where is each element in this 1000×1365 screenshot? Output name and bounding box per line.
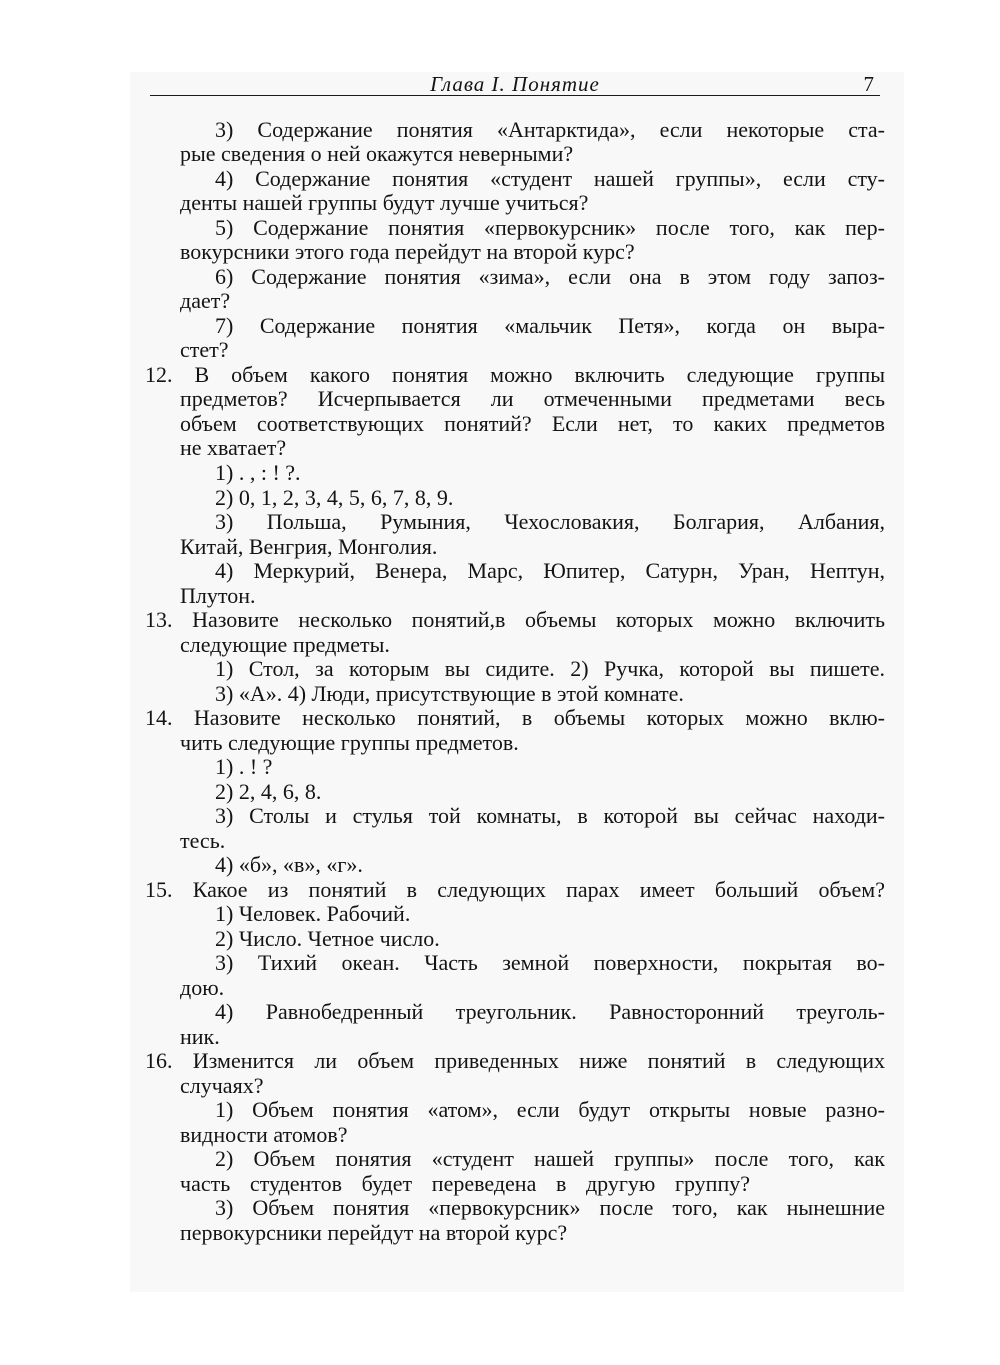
text-line: 4) Равнобедренный треугольник. Равносторонний треуголь- xyxy=(215,999,885,1024)
text-line: следующие предметы. xyxy=(180,632,390,657)
text-line: 2) Число. Четное число. xyxy=(215,926,440,951)
text-line: 12. В объем какого понятия можно включить следующие группы xyxy=(145,362,885,387)
running-header xyxy=(150,72,880,100)
text-line: 16. Изменится ли объем приведенных ниже понятий в следующих xyxy=(145,1048,885,1073)
text-line: рые сведения о ней окажутся неверными? xyxy=(180,141,574,166)
text-line: Плутон. xyxy=(180,583,256,608)
text-line: 13. Назовите несколько понятий,в объемы которых можно включить xyxy=(145,607,885,632)
text-line: 1) Человек. Рабочий. xyxy=(215,901,411,926)
text-line: 1) Объем понятия «атом», если будут открыты новые разно- xyxy=(215,1097,885,1122)
text-line: 3) Столы и стулья той комнаты, в которой вы сейчас находи- xyxy=(215,803,885,828)
text-line: денты нашей группы будут лучше учиться? xyxy=(180,190,589,215)
text-line: объем соответствующих понятий? Если нет, то каких предметов xyxy=(180,411,885,436)
text-line: 3) Содержание понятия «Антарктида», если некоторые ста- xyxy=(215,117,885,142)
text-line: 3) Тихий океан. Часть земной поверхности, покрытая во- xyxy=(215,950,885,975)
text-line: вокурсники этого года перейдут на второй курс? xyxy=(180,239,635,264)
text-line: видности атомов? xyxy=(180,1122,348,1147)
text-line: ник. xyxy=(180,1024,220,1049)
text-line: 2) 2, 4, 6, 8. xyxy=(215,779,322,804)
text-line: 1) . , : ! ?. xyxy=(215,460,301,485)
chapter-title: Глава I. Понятие xyxy=(430,72,600,96)
text-line: 3) Польша, Румыния, Чехословакия, Болгария, Албания, xyxy=(215,509,885,534)
text-line: случаях? xyxy=(180,1073,264,1098)
page-number: 7 xyxy=(863,72,874,96)
text-line: часть студентов будет переведена в другую группу? xyxy=(180,1171,750,1196)
text-line: 2) 0, 1, 2, 3, 4, 5, 6, 7, 8, 9. xyxy=(215,485,454,510)
text-line: 5) Содержание понятия «первокурсник» после того, как пер- xyxy=(215,215,885,240)
text-line: 4) Меркурий, Венера, Марс, Юпитер, Сатурн, Уран, Нептун, xyxy=(215,558,885,583)
text-line: стет? xyxy=(180,337,229,362)
text-line: 1) Стол, за которым вы сидите. 2) Ручка, которой вы пишете. xyxy=(215,656,885,681)
text-line: 1) . ! ? xyxy=(215,754,273,779)
text-line: 2) Объем понятия «студент нашей группы» после того, как xyxy=(215,1146,885,1171)
text-line: предметов? Исчерпывается ли отмеченными предметами весь xyxy=(180,386,885,411)
text-line: 4) «б», «в», «г». xyxy=(215,852,363,877)
text-line: 7) Содержание понятия «мальчик Петя», когда он выра- xyxy=(215,313,885,338)
text-line: дою. xyxy=(180,975,225,1000)
text-line: Китай, Венгрия, Монголия. xyxy=(180,534,438,559)
text-line: дает? xyxy=(180,288,231,313)
text-line: первокурсники перейдут на второй курс? xyxy=(180,1220,568,1245)
text-line: чить следующие группы предметов. xyxy=(180,730,519,755)
text-line: 14. Назовите несколько понятий, в объемы которых можно вклю- xyxy=(145,705,885,730)
text-line: 3) Объем понятия «первокурсник» после того, как нынешние xyxy=(215,1195,885,1220)
text-line: 15. Какое из понятий в следующих парах имеет больший объем? xyxy=(145,877,885,902)
text-line: тесь. xyxy=(180,828,226,853)
text-line: 3) «А». 4) Люди, присутствующие в этой комнате. xyxy=(215,681,684,706)
text-line: 6) Содержание понятия «зима», если она в этом году запоз- xyxy=(215,264,885,289)
text-line: не хватает? xyxy=(180,435,287,460)
text-line: 4) Содержание понятия «студент нашей группы», если сту- xyxy=(215,166,885,191)
